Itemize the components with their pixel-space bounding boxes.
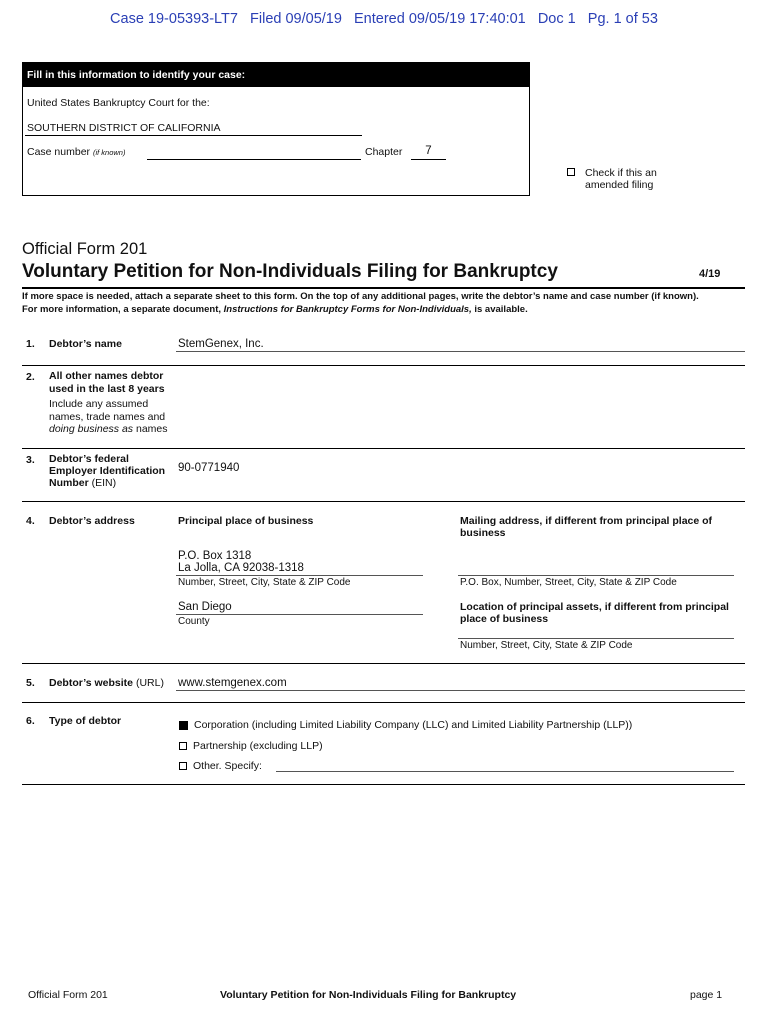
website-value: www.stemgenex.com [178,677,287,689]
amended-label [585,167,657,191]
instructions-pre: For more information, a separate document, [22,303,224,315]
chapter-value[interactable]: 7 [411,145,446,160]
footer-title: Voluntary Petition for Non-Individuals Filing for Bankruptcy [220,989,517,1001]
rule-end [22,784,745,785]
ein-value: 90-0771940 [178,462,240,474]
rule-q5 [22,663,745,664]
amended-label-line1: Check if this an [585,167,657,179]
q2-label-line2: used in the last 8 years [49,382,165,395]
q2-sub1: Include any assumed [49,398,149,410]
option-corporation-label: Corporation (including Limited Liability Company (LLC) and Limited Liability Partnership (LLP)) [194,719,633,731]
website-field[interactable] [176,690,745,691]
q2-sub3-post: names [133,423,168,435]
q6-label: Type of debtor [49,715,122,727]
title-rule [22,287,745,289]
case-info-box [22,62,530,196]
form-title: Voluntary Petition for Non-Individuals Filing for Bankruptcy [22,261,558,282]
principal-line1: P.O. Box 1318 [178,550,252,562]
q4-label: Debtor’s address [49,515,135,527]
checkbox-checked-icon[interactable] [179,721,188,730]
q1-label: Debtor’s name [49,338,122,350]
debtor-name-value: StemGenex, Inc. [178,338,264,350]
q1-number: 1. [26,338,35,350]
checkbox-icon[interactable] [179,762,187,770]
debtor-name-field[interactable] [176,351,745,352]
option-corporation[interactable] [179,719,632,731]
q2-label [49,370,168,436]
q2-number: 2. [26,371,35,383]
q2-dba: doing business as [49,423,134,435]
q3-number: 3. [26,454,35,466]
rule-q6 [22,702,745,703]
principal-line2: La Jolla, CA 92038-1318 [178,562,304,574]
checkbox-icon[interactable] [179,742,187,750]
q2-sub3 [49,423,168,436]
mailing-heading [460,515,712,539]
county-value: San Diego [178,601,232,613]
amended-label-line2: amended filing [585,179,654,191]
instructions-line2 [22,304,752,317]
rule-q4 [22,501,745,502]
other-specify-field[interactable] [276,771,734,772]
instructions [22,291,752,316]
case-number-hint: (if known) [92,148,126,157]
q6-number: 6. [26,715,35,727]
principal-heading: Principal place of business [178,515,314,527]
rule-q2 [22,365,745,366]
case-number-label-text: Case number [27,146,91,158]
court-label: United States Bankruptcy Court for the: [27,97,210,109]
district-field [25,122,362,136]
rule-q3 [22,448,745,449]
q5-label [49,677,164,689]
form-version: 4/19 [699,268,721,280]
location-heading [460,601,729,625]
option-other[interactable] [179,760,262,772]
q3-label-suffix: (EIN) [88,477,117,489]
principal-address [178,550,304,574]
option-partnership-label: Partnership (excluding LLP) [193,740,323,752]
district-value: SOUTHERN DISTRICT OF CALIFORNIA [27,122,221,134]
q3-label-line2: Employer Identification [49,465,166,477]
principal-caption: Number, Street, City, State & ZIP Code [178,577,351,588]
instructions-line1: If more space is needed, attach a separate sheet to this form. On the top of any additional pages, write the debtor’s name and case number (if known). [22,291,699,302]
amended-checkbox[interactable] [567,166,581,178]
q2-label-line1: All other names debtor [49,370,164,382]
q3-label-line3 [49,477,165,489]
footer-page: page 1 [690,989,723,1001]
mailing-heading-line2: business [460,527,506,539]
location-caption: Number, Street, City, State & ZIP Code [460,640,633,651]
mailing-heading-line1: Mailing address, if different from principal place of [460,515,713,527]
case-header: Case 19-05393-LT7 Filed 09/05/19 Entered 09/05/19 17:40:01 Doc 1 Pg. 1 of 53 [110,11,658,27]
instructions-post: is available. [471,303,528,315]
q5-number: 5. [26,677,35,689]
chapter-label: Chapter [365,146,403,158]
q3-label [49,453,165,489]
county-field[interactable] [176,614,423,615]
q4-number: 4. [26,515,35,527]
q5-label-text: Debtor’s website [49,677,134,689]
option-other-label: Other. Specify: [193,760,262,772]
q3-label-line1: Debtor’s federal [49,453,129,465]
q5-label-suffix: (URL) [133,677,164,689]
case-info-title: Fill in this information to identify your case: [23,63,529,87]
instructions-doc-name: Instructions for Bankruptcy Forms for Non-Individuals, [223,303,472,315]
location-field[interactable] [458,638,734,639]
case-number-label [27,146,125,158]
footer-form-id: Official Form 201 [28,989,108,1001]
q3-label-number: Number [49,477,89,489]
location-heading-line1: Location of principal assets, if different from principal [460,601,729,613]
form-id: Official Form 201 [22,240,148,258]
county-caption: County [178,616,210,627]
option-partnership[interactable] [179,740,323,752]
mailing-address-field[interactable] [458,575,734,576]
q2-sub2: names, trade names and [49,410,166,423]
mailing-caption: P.O. Box, Number, Street, City, State & ZIP Code [460,577,677,588]
location-heading-line2: place of business [460,613,549,625]
case-number-field[interactable] [147,147,361,160]
principal-address-field[interactable] [176,575,423,576]
